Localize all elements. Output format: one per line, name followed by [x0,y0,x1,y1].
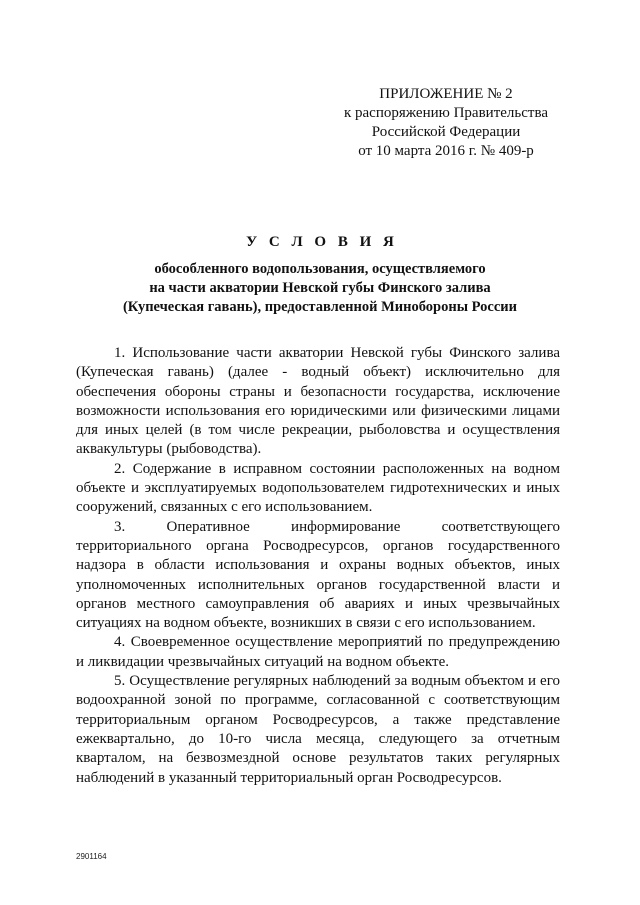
appendix-line: ПРИЛОЖЕНИЕ № 2 [379,86,513,102]
appendix-line: к распоряжению Правительства [343,105,548,121]
appendix-header [328,85,564,161]
appendix-line: Российской Федерации [371,124,521,140]
paragraph-2: 2. Содержание в исправном состоянии расположенных на водном объекте и эксплуатируемых водопользователем гидротехнических и иных сооружений, связанных с его использованием. [76,460,560,516]
document-title: У С Л О В И Я [246,234,398,250]
paragraph-3: 3. Оперативное информирование соответствующего территориального органа Росводресурсов, органов государственного надзора в области использования и охраны водных объектов, иных уполномоченных исполнительных органов государственной власти и органов местного самоуправления об авариях и иных чрезвычайных ситуациях на водном объекте, возникших в связи с его использованием. [76,518,560,632]
subtitle-line: (Купеческая гавань), предоставленной Минобороны России [122,299,518,315]
appendix-line: от 10 марта 2016 г. № 409-р [358,143,534,159]
paragraph-5: 5. Осуществление регулярных наблюдений за водным объектом и его водоохранной зоной по программе, согласованной с соответствующим территориальным органом Росводресурсов, а также представление ежеквартально, до 10-го числа месяца, следующего за отчетным кварталом, на безвозмездной основе результатов таких регулярных наблюдений в указанный территориальный орган Росводресурсов. [76,673,560,786]
document-subtitle [0,260,640,317]
subtitle-line: обособленного водопользования, осуществляемого [154,261,486,277]
paragraph-4: 4. Своевременное осуществление мероприятий по предупреждению и ликвидации чрезвычайных ситуаций на водном объекте. [76,634,560,670]
paragraph-1: 1. Использование части акватории Невской губы Финского залива (Купеческая гавань) (далее - водный объект) исключительно для обеспечения обороны страны и безопасности государства, исключение возможности использования его юридическими или физическими лицами для иных целей (в том числе рекреации, рыболовства и осуществления аквакультуры (рыбоводства). [76,345,560,458]
document-number: 2901164 [76,852,107,861]
document-body [76,344,560,788]
subtitle-line: на части акватории Невской губы Финского залива [149,280,491,296]
